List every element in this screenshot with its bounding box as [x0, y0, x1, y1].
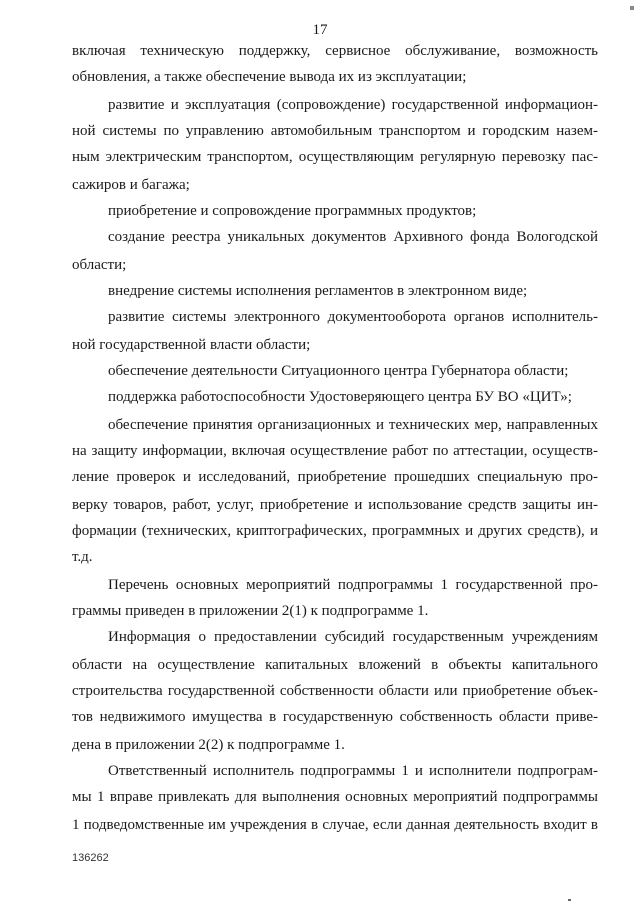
body-line: включая техническую поддержку, сервисное обслуживание, возможность: [72, 43, 598, 59]
scan-bottom-mark: [568, 899, 571, 901]
body-line: обеспечение принятия организационных и технических мер, направленных: [108, 417, 598, 433]
body-line: ной системы по управлению автомобильным транспортом и городским назем-: [72, 123, 598, 139]
body-line: ной государственной власти области;: [72, 337, 311, 353]
body-line: приобретение и сопровождение программных продуктов;: [108, 203, 477, 219]
body-line: развитие и эксплуатация (сопровождение) государственной информацион-: [108, 97, 598, 113]
body-line: области;: [72, 257, 127, 273]
body-line: дена в приложении 2(2) к подпрограмме 1.: [72, 737, 345, 753]
body-line: развитие системы электронного документооборота органов исполнитель-: [108, 309, 598, 325]
body-line: строительства государственной собственности области или приобретение объек-: [72, 683, 598, 699]
body-line: внедрение системы исполнения регламентов в электронном виде;: [108, 283, 528, 299]
body-line: области на осуществление капитальных вложений в объекты капитального: [72, 657, 598, 673]
body-line: обеспечение деятельности Ситуационного центра Губернатора области;: [108, 363, 569, 379]
document-code: 136262: [72, 852, 109, 864]
body-line: формации (технических, криптографических, программных и других средств), и: [72, 523, 598, 539]
body-line: создание реестра уникальных документов Архивного фонда Вологодской: [108, 229, 598, 245]
body-line: Ответственный исполнитель подпрограммы 1 и исполнители подпрограм-: [108, 763, 598, 779]
body-line: мы 1 вправе привлекать для выполнения основных мероприятий подпрограммы: [72, 789, 598, 805]
body-line: ным электрическим транспортом, осуществляющим регулярную перевозку пас-: [72, 149, 598, 165]
body-line: обновления, а также обеспечение вывода их из эксплуатации;: [72, 69, 467, 85]
body-line: ление проверок и исследований, приобретение прошедших специальную про-: [72, 469, 598, 485]
body-line: на защиту информации, включая осуществление работ по аттестации, осуществ-: [72, 443, 598, 459]
body-line: граммы приведен в приложении 2(1) к подпрограмме 1.: [72, 603, 429, 619]
body-line: Перечень основных мероприятий подпрограммы 1 государственной про-: [108, 577, 598, 593]
scan-corner-mark: [630, 6, 634, 10]
page-number: 17: [312, 22, 328, 38]
body-line: сажиров и багажа;: [72, 177, 190, 193]
body-line: поддержка работоспособности Удостоверяющего центра БУ ВО «ЦИТ»;: [108, 389, 572, 405]
body-line: верку товаров, работ, услуг, приобретение и использование средств защиты ин-: [72, 497, 598, 513]
body-line: т.д.: [72, 549, 93, 565]
body-line: 1 подведомственные им учреждения в случае, если данная деятельность входит в: [72, 817, 598, 833]
body-line: тов недвижимого имущества в государственную собственность области приве-: [72, 709, 598, 725]
body-line: Информация о предоставлении субсидий государственным учреждениям: [108, 629, 598, 645]
